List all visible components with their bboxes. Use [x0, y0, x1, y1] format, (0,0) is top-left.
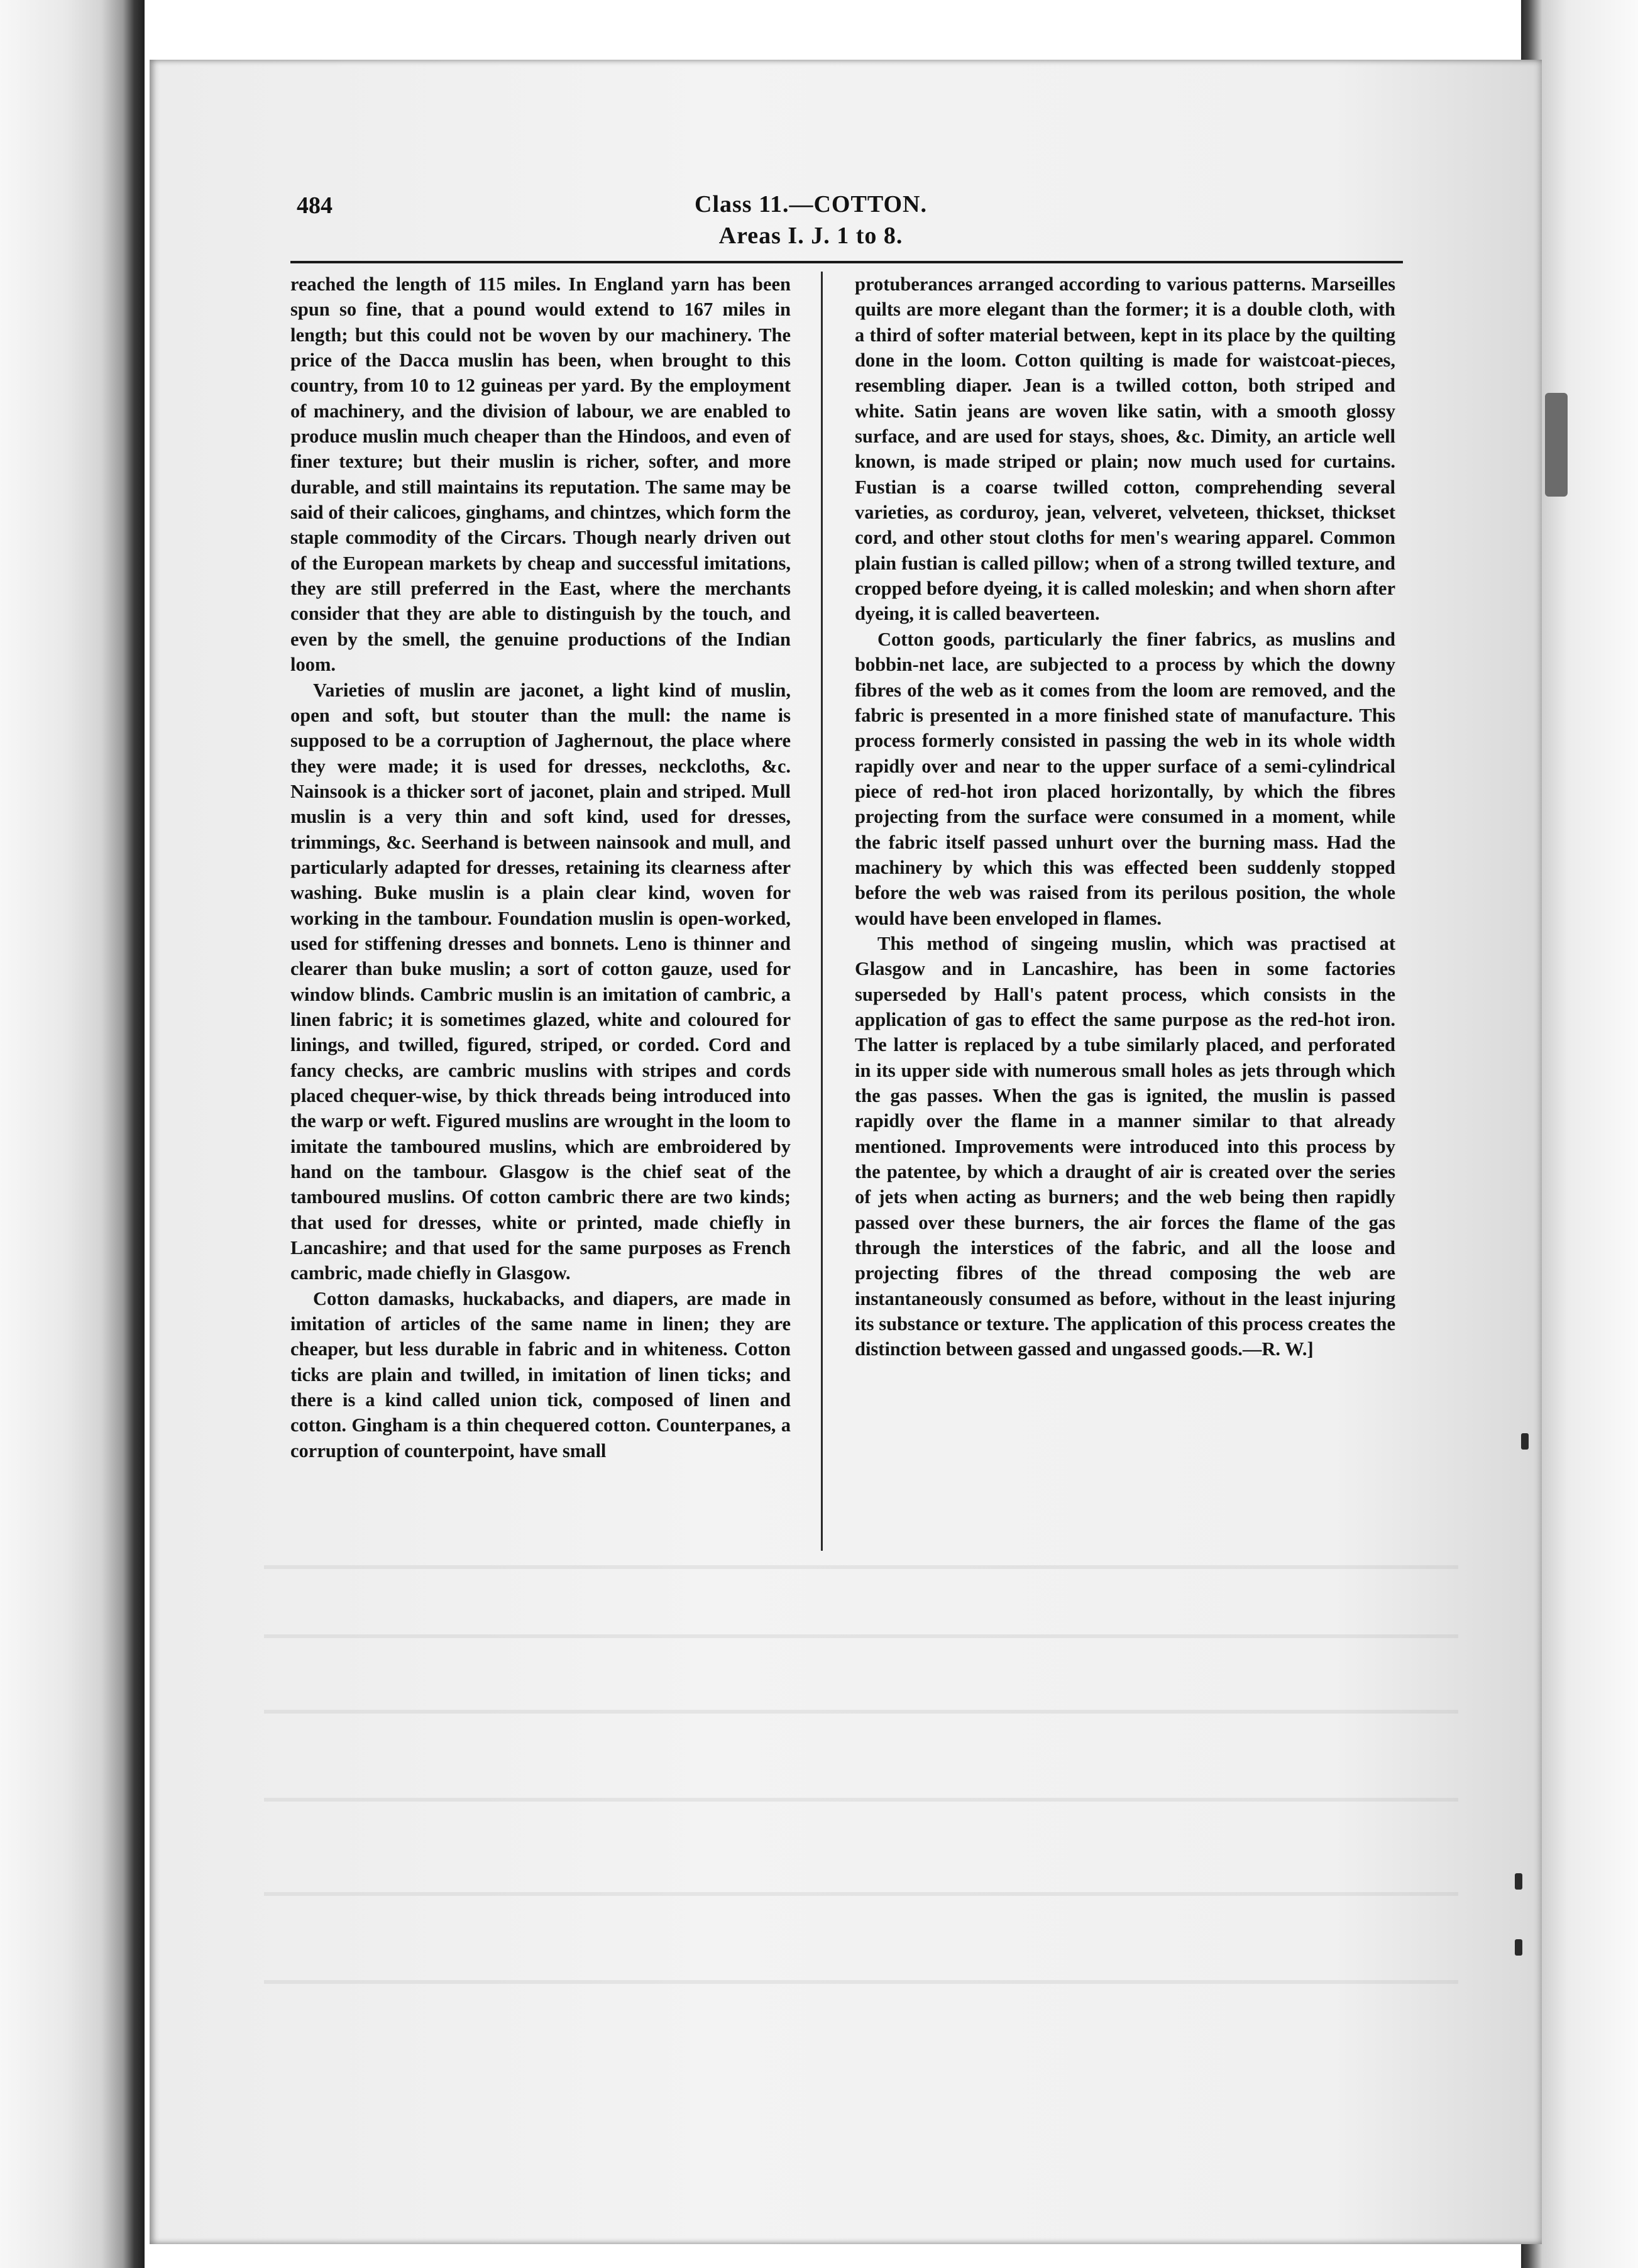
paragraph: Cotton damasks, huckabacks, and diapers, are made in imitation of articles of the same name in linen; they are cheaper, but less durable in fabric and in whiteness. Cotton ticks are plain and twilled, in imitation of linen ticks; and there is a kind called union tick, composed of linen and cotton. Gingham is a thin chequered cotton. Counterpanes, a corruption of counterpoint, have small: [290, 1287, 791, 1462]
bleed-through-line: [264, 1892, 1458, 1896]
binding-speck: [1515, 1939, 1522, 1956]
binding-speck: [1515, 1873, 1522, 1890]
right-column: [855, 272, 1395, 1362]
header-rule: [290, 261, 1403, 263]
bleed-through-line: [264, 1565, 1458, 1569]
paragraph: Varieties of muslin are jaconet, a light kind of muslin, open and soft, but stouter than the mull: the name is supposed to be a corruption of Jaghernout, the place where they were made; it is used for dresses, neckcloths, &c. Nainsook is a thicker sort of jaconet, plain and striped. Mull muslin is a very thin and soft kind, used for dresses, trimmings, &c. Seerhand is between nainsook and mull, and particularly adapted for dresses, retaining its clearness after washing. Buke muslin is a plain clear kind, woven for working in the tambour. Foundation muslin is open-worked, used for stiffening dresses and bonnets. Leno is thinner and clearer than buke muslin; a sort of cotton gauze, used for window blinds. Cambric muslin is an imitation of cambric, a linen fabric; it is sometimes glazed, white and coloured for linings, and twilled, figured, striped, or corded. Cord and fancy checks, are cambric muslins with stripes and cords placed chequer-wise, by thick threads being introduced into the warp or weft. Figured muslins are wrought in the loom to imitate the tamboured muslins, which are embroidered by hand on the tambour. Glasgow is the chief seat of the tamboured muslins. Of cotton cambric there are two kinds; that used for dresses, white or printed, made chiefly in Lancashire; and that used for the same purposes as French cambric, made chiefly in Glasgow.: [290, 679, 791, 1284]
paragraph: reached the length of 115 miles. In England yarn has been spun so fine, that a pound would extend to 167 miles in length; but this could not be woven by our machinery. The price of the Dacca muslin has been, when brought to this country, from 10 to 12 guineas per yard. By the employment of machinery, and the division of labour, we are enabled to produce muslin much cheaper than the Hindoos, and even of finer texture; but their muslin is richer, softer, and more durable, and still maintains its reputation. The same may be said of their calicoes, ginghams, and chintzes, which form the staple commodity of the Circars. Though nearly driven out of the European markets by cheap and successful imitations, they are still preferred in the East, where the merchants consider that they are able to distinguish by the touch, and even by the smell, the genuine productions of the Indian loom.: [290, 273, 791, 676]
paragraph: This method of singeing muslin, which was practised at Glasgow and in Lancashire, has been in some factories superseded by Hall's patent process, which consists in the application of gas to effect the same purpose as the red-hot iron. The latter is replaced by a tube similarly placed, and perforated in its upper side with numerous small holes as jets through which the gas passes. When the gas is ignited, the muslin is passed rapidly over the flame in a manner similar to that already mentioned. Improvements were introduced into this process by the patentee, by which a draught of air is created over the series of jets when acting as burners; and the web being then rapidly passed over these burners, the air forces the flame of the gas through the interstices of the fabric, and all the loose and projecting fibres of the thread composing the web are instantaneously consumed as before, without in the least injuring its substance or texture. The application of this process creates the distinction between gassed and ungassed goods.—R. W.]: [855, 932, 1395, 1360]
page-number: 484: [297, 192, 333, 219]
book-edge-left: [0, 0, 145, 2268]
class-title: Class 11.—COTTON.: [695, 191, 927, 217]
bleed-through-line: [264, 1634, 1458, 1638]
paragraph: protuberances arranged according to various patterns. Marseilles quilts are more elegant than the former; it is a double cloth, with a third of softer material between, kept in its place by the quilting done in the loom. Cotton quilting is made for waistcoat-pieces, resembling diaper. Jean is a twilled cotton, both striped and white. Satin jeans are woven like satin, with a smooth glossy surface, and are used for stays, shoes, &c. Dimity, an article well known, is made striped or plain; now much used for curtains. Fustian is a coarse twilled cotton, comprehending several varieties, as corduroy, jean, velveret, velveteen, thickset, thickset cord, and other stout cloths for men's wearing apparel. Common plain fustian is called pillow; when of a strong twilled texture, and cropped before dyeing, it is called moleskin; and when shorn after dyeing, it is called beaverteen.: [855, 273, 1395, 625]
binding-mark: [1545, 393, 1568, 497]
binding-speck: [1521, 1433, 1529, 1450]
bleed-through-line: [264, 1980, 1458, 1984]
left-column: [290, 272, 791, 1463]
bleed-through-line: [264, 1798, 1458, 1802]
areas-line: Areas I. J. 1 to 8.: [718, 223, 903, 249]
paragraph: Cotton goods, particularly the finer fabrics, as muslins and bobbin-net lace, are subjected to a process by which the downy fibres of the web as it comes from the loom are removed, and the fabric is presented in a more finished state of manufacture. This process formerly consisted in passing the web in its whole width rapidly over and near to the upper surface of a semi-cylindrical piece of red-hot iron placed horizontally, by which the fibres projecting from the surface were consumed in a moment, while the fabric itself passed unhurt over the burning mass. Had the machinery by which this was effected been suddenly stopped before the web was raised from its perilous position, the whole would have been enveloped in flames.: [855, 628, 1395, 929]
column-divider: [821, 272, 823, 1551]
bleed-through-line: [264, 1710, 1458, 1714]
running-head: [660, 189, 962, 251]
